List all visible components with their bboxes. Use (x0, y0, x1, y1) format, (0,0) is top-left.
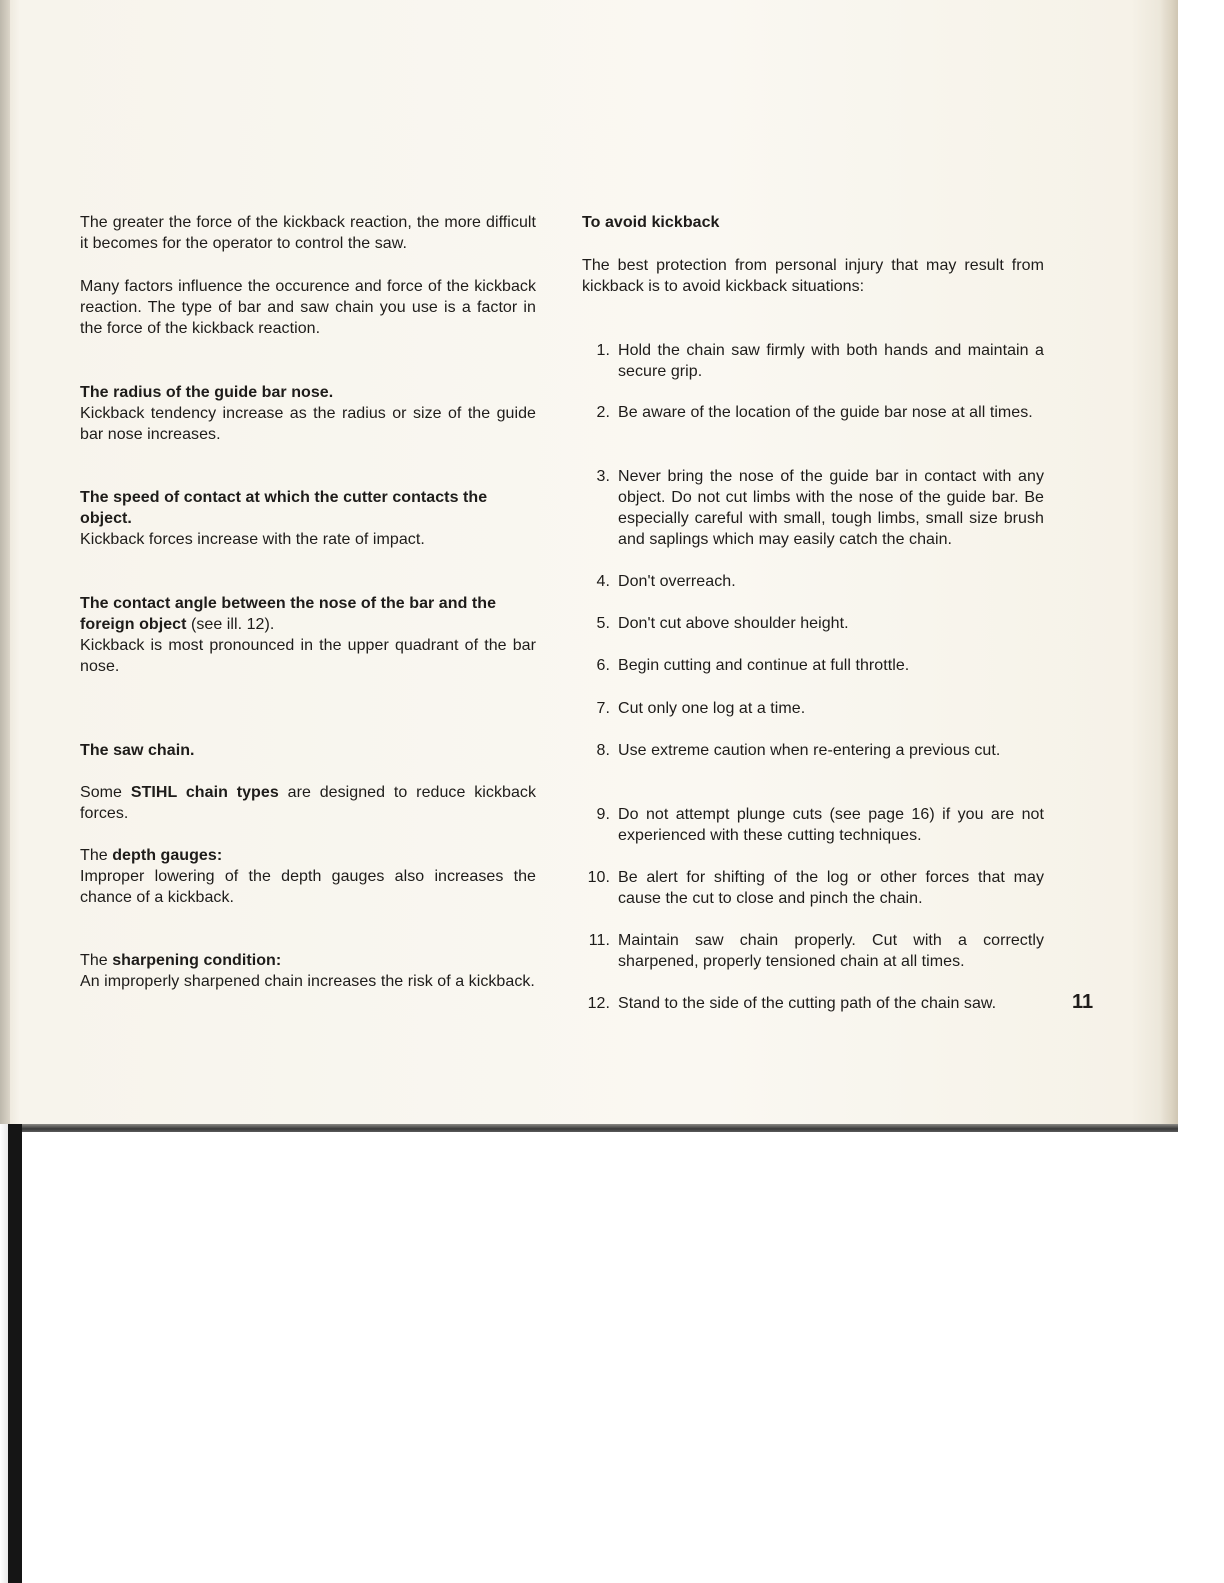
list-item-number: 12. (587, 995, 610, 1012)
page-bottom-edge (10, 1124, 1178, 1132)
section-text-speed: Kickback forces increase with the rate of impact. (80, 531, 425, 548)
avoid-kickback-heading: To avoid kickback (582, 214, 720, 231)
depth-label-bold: depth gauges: (112, 847, 223, 864)
list-item-text: Don't cut above shoulder height. (618, 615, 849, 632)
list-item (582, 571, 1044, 592)
page-number: 11 (1072, 991, 1094, 1013)
angle-heading-suffix: (see ill. 12). (186, 616, 275, 633)
list-item-number: 7. (596, 700, 610, 717)
section-saw-chain (80, 740, 536, 761)
list-item (582, 613, 1044, 634)
angle-heading-bold: The contact angle between the nose of the bar and the foreign object (80, 595, 497, 633)
sharpening-text: An improperly sharpened chain increases the risk of a kickback. (80, 973, 535, 990)
list-item-text: Don't overreach. (618, 573, 736, 590)
list-item-number: 9. (596, 806, 610, 823)
section-speed (80, 487, 536, 550)
list-item-text: Use extreme caution when re-entering a previous cut. (618, 742, 1001, 759)
depth-gauges-label (80, 845, 536, 866)
sharpening-label-prefix: The (80, 952, 113, 969)
section-heading-speed: The speed of contact at which the cutter contacts the object. (80, 489, 488, 527)
list-item-number: 2. (596, 404, 610, 421)
section-angle (80, 593, 536, 677)
depth-gauges-text: Improper lowering of the depth gauges also increases the chance of a kickback. (80, 868, 536, 906)
section-heading-saw-chain: The saw chain. (80, 742, 195, 759)
section-text-radius: Kickback tendency increase as the radius or size of the guide bar nose increases. (80, 405, 536, 443)
list-item-text: Be aware of the location of the guide bar nose at all times. (618, 404, 1033, 421)
section-radius (80, 382, 536, 445)
list-item-text: Be alert for shifting of the log or other forces that may cause the cut to close and pinch the chain. (618, 869, 1044, 907)
list-item-text: Begin cutting and continue at full throttle. (618, 657, 910, 674)
list-item-number: 10. (587, 869, 610, 886)
list-item-text: Hold the chain saw firmly with both hands and maintain a secure grip. (618, 342, 1044, 380)
chain-types-prefix: Some (80, 784, 131, 801)
list-item (582, 740, 1044, 761)
page-right-edge (1160, 0, 1178, 1130)
section-text-chain-types (80, 782, 536, 824)
list-item-number: 4. (596, 573, 610, 590)
list-item-text: Stand to the side of the cutting path of the chain saw. (618, 995, 997, 1012)
list-item (582, 930, 1044, 972)
book-spine (8, 1124, 22, 1583)
list-item (582, 804, 1044, 846)
chain-types-suffix: are designed to reduce kickback forces. (80, 784, 536, 822)
list-item-text: Do not attempt plunge cuts (see page 16) if you are not experienced with these cutting techniques. (618, 806, 1044, 844)
depth-label-prefix: The (80, 847, 113, 864)
section-text-angle: Kickback is most pronounced in the upper quadrant of the bar nose. (80, 637, 536, 675)
section-depth-gauges (80, 845, 536, 908)
chain-types-bold: STIHL chain types (130, 784, 279, 801)
list-item (582, 867, 1044, 909)
page-left-margin (0, 0, 10, 1124)
section-chain-types (80, 782, 536, 824)
list-item-number: 3. (596, 468, 610, 485)
list-item (582, 698, 1044, 719)
intro-paragraph-2: Many factors influence the occurence and force of the kickback reaction. The type of bar and saw chain you use is a factor in the force of the kickback reaction. (80, 278, 536, 337)
list-item-text: Cut only one log at a time. (618, 700, 806, 717)
sharpening-label (80, 950, 536, 971)
section-heading-radius: The radius of the guide bar nose. (80, 384, 334, 401)
spine-shade (0, 1124, 8, 1583)
list-item-number: 6. (596, 657, 610, 674)
list-item (582, 466, 1044, 550)
list-item-number: 11. (588, 932, 610, 949)
section-heading-angle (80, 593, 536, 635)
sharpening-label-bold: sharpening condition: (112, 952, 282, 969)
list-item-text: Maintain saw chain properly. Cut with a correctly sharpened, properly tensioned chain at all times. (618, 932, 1044, 970)
intro-paragraph-1: The greater the force of the kickback reaction, the more difficult it becomes for the operator to control the saw. (80, 214, 536, 252)
list-item-text: Never bring the nose of the guide bar in contact with any object. Do not cut limbs with the nose of the guide bar. Be especially careful with small, tough limbs, small size brush and saplings which may easily catch the chain. (618, 468, 1044, 548)
avoid-kickback-intro: The best protection from personal injury that may result from kickback is to avoid kickback situations: (582, 257, 1044, 295)
list-item-number: 8. (596, 742, 610, 759)
list-item (582, 993, 1044, 1014)
list-item-number: 1. (596, 342, 610, 359)
section-sharpening (80, 950, 536, 992)
list-item-number: 5. (596, 615, 610, 632)
list-item (582, 340, 1044, 382)
list-item (582, 655, 1044, 676)
list-item (582, 402, 1044, 423)
